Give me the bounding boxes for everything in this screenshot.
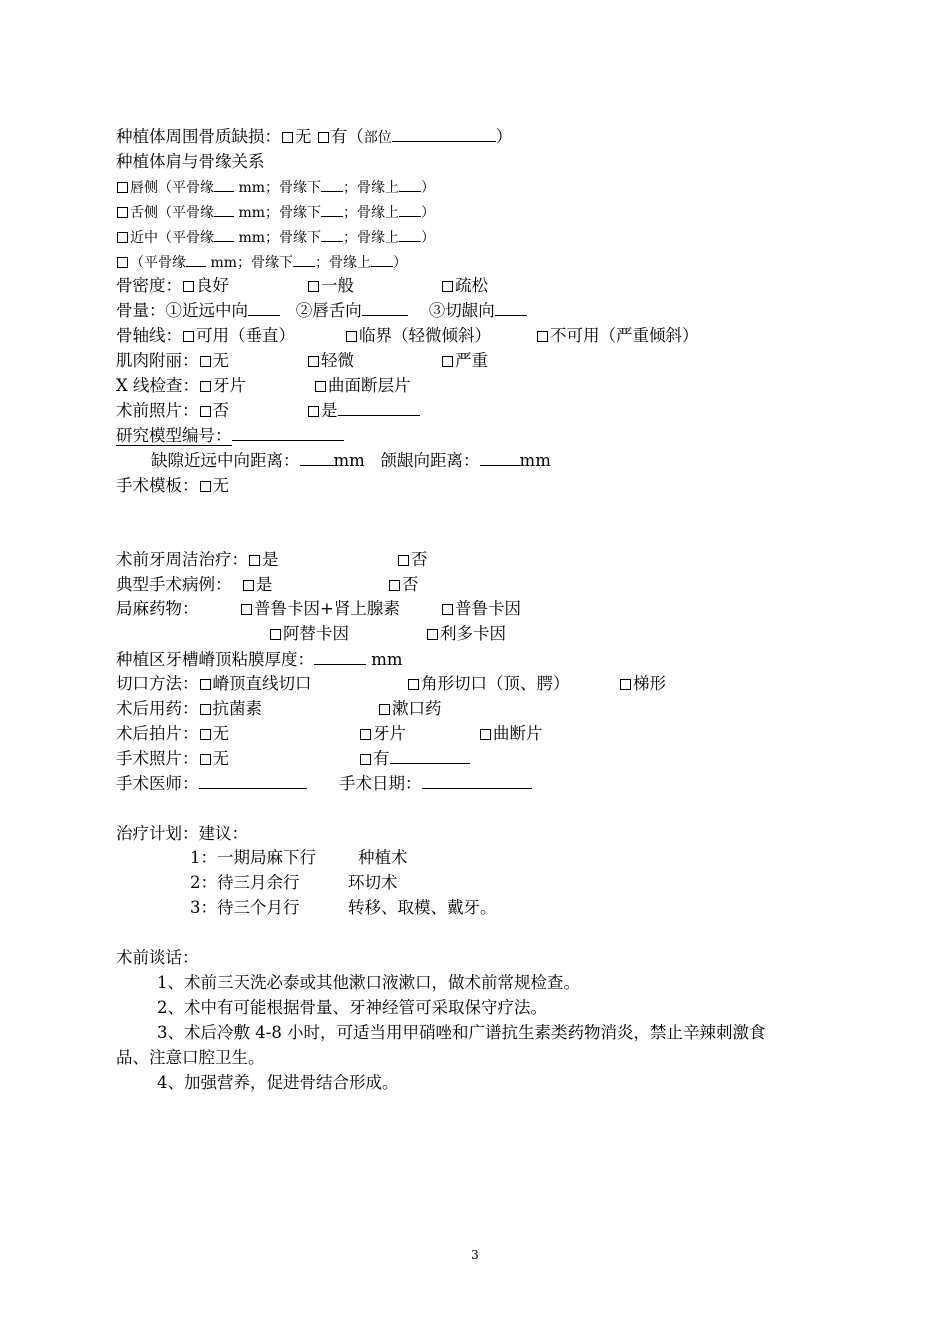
checkbox[interactable] [315, 381, 326, 392]
option-label: 无 [212, 749, 229, 768]
preop-photo-row [116, 401, 338, 421]
fill-blank[interactable] [338, 401, 420, 416]
field-label: 典型手术病例： [116, 575, 232, 594]
page-number: 3 [471, 1248, 479, 1262]
option-label: 普鲁卡因 [455, 599, 521, 618]
plan-step: 2：待三月余行 [190, 873, 300, 892]
fill-blank[interactable] [321, 227, 343, 242]
plan-item [190, 873, 590, 893]
checkbox[interactable] [200, 406, 211, 417]
row-label: ） [393, 255, 408, 271]
checkbox[interactable] [117, 182, 128, 193]
option-label: 否 [411, 550, 428, 569]
option-label: 角形切口（顶、腭） [421, 674, 570, 693]
option-label: 阿替卡因 [283, 624, 349, 643]
checkbox[interactable] [200, 356, 211, 367]
checkbox[interactable] [620, 679, 631, 690]
surgeon-row [116, 774, 422, 794]
bone-volume-row [116, 301, 527, 321]
checkbox[interactable] [243, 580, 254, 591]
option-label: 嵴顶直线切口 [212, 674, 312, 693]
fill-blank[interactable] [300, 451, 334, 466]
field-label: 缺隙近远中向距离： [151, 451, 300, 470]
fill-blank[interactable] [214, 202, 234, 217]
field-label: 骨量：①近远中向 [116, 301, 248, 320]
option-label: 有（ [330, 127, 364, 146]
checkbox[interactable] [117, 232, 128, 243]
unit: mm [333, 451, 365, 470]
field-label: 手术医师： [116, 774, 199, 793]
option-label: 漱口药 [392, 699, 442, 718]
shoulder-row [116, 177, 435, 198]
plan-text: 转移、取模、戴牙。 [348, 898, 497, 917]
talk-paragraph: 3、术后冷敷 4-8 小时，可适当用甲硝唑和广谱抗生素类药物消炎，禁止辛辣刺激食 [157, 1023, 766, 1042]
field-label: ②唇舌向 [295, 301, 362, 320]
option-label: 轻微 [321, 351, 354, 370]
option-label: 否 [402, 575, 419, 594]
bone-density-row [116, 276, 616, 296]
checkbox[interactable] [442, 356, 453, 367]
checkbox[interactable] [117, 207, 128, 218]
checkbox[interactable] [308, 281, 319, 292]
checkbox[interactable] [360, 729, 371, 740]
checkbox[interactable] [427, 629, 438, 640]
fill-blank[interactable] [390, 749, 470, 764]
checkbox[interactable] [360, 754, 371, 765]
option-label: 是 [262, 550, 279, 569]
fill-blank[interactable] [422, 774, 532, 789]
bone-axis-row [116, 326, 699, 346]
option-label: 牙片 [373, 724, 406, 743]
row-label: 舌侧（平骨缘 [130, 205, 214, 221]
option-label: 抗菌素 [212, 699, 262, 718]
option-label: 无 [212, 351, 229, 370]
field-label: 手术模板： [116, 476, 199, 495]
talk-paragraph: 1、术前三天洗必泰或其他漱口液漱口，做术前常规检查。 [157, 973, 580, 992]
talk-title: 术前谈话： [116, 948, 199, 967]
option-label: 牙片 [213, 376, 246, 395]
row-label: mm；骨缘下 [206, 255, 294, 271]
option-label: 无 [212, 724, 229, 743]
row-label: 唇侧（平骨缘 [130, 180, 214, 196]
model-number-row [116, 426, 344, 446]
checkbox[interactable] [346, 331, 357, 342]
plan-text: 种植术 [358, 848, 408, 867]
paren: ） [495, 127, 513, 146]
fill-blank[interactable] [399, 202, 421, 217]
option-label: 无 [212, 476, 229, 495]
field-label: 术前照片： [116, 401, 199, 420]
surgery-photo-row [116, 749, 390, 769]
fill-blank[interactable] [321, 202, 343, 217]
field-label: 手术日期： [339, 774, 422, 793]
field-label: 手术照片： [116, 749, 199, 768]
checkbox[interactable] [308, 406, 319, 417]
option-label: 梯形 [633, 674, 666, 693]
option-label: 曲断片 [493, 724, 543, 743]
checkbox[interactable] [200, 381, 211, 392]
checkbox[interactable] [408, 679, 419, 690]
fill-blank[interactable] [399, 227, 421, 242]
checkbox[interactable] [442, 281, 453, 292]
option-label: 普鲁卡因+肾上腺素 [254, 599, 400, 618]
option-label: 临界（轻微倾斜） [359, 326, 491, 345]
shoulder-title: 种植体肩与骨缘关系 [116, 152, 265, 171]
field-label: 颌龈向距离： [380, 451, 480, 470]
xray-row [116, 376, 411, 396]
field-label: X 线检查： [116, 376, 199, 395]
option-label: 一般 [321, 276, 354, 295]
fill-blank[interactable] [314, 650, 366, 665]
checkbox[interactable] [117, 257, 128, 268]
row-label: ；骨缘上 [343, 180, 400, 196]
checkbox[interactable] [308, 356, 319, 367]
option-label: 曲面断层片 [328, 376, 411, 395]
checkbox[interactable] [200, 729, 211, 740]
option-label: 否 [212, 401, 229, 420]
plan-title: 治疗计划：建议： [116, 824, 248, 843]
row-label: ） [421, 205, 436, 221]
field-label: 术后用药： [116, 699, 199, 718]
checkbox[interactable] [389, 580, 400, 591]
postop-medication-row [116, 699, 442, 719]
gap-distance-row [151, 451, 551, 471]
plan-item [190, 898, 590, 918]
fill-blank[interactable] [186, 252, 206, 267]
shoulder-row [116, 202, 435, 223]
fill-blank[interactable] [371, 252, 393, 267]
fill-blank[interactable] [293, 252, 315, 267]
fill-blank[interactable] [392, 127, 496, 142]
option-label: 不可用（严重倾斜） [550, 326, 699, 345]
option-label: 有 [373, 749, 390, 768]
incision-row [116, 674, 666, 694]
bone-defect-label: 种植体周围骨质缺损： [116, 127, 281, 146]
field-label: 局麻药物： [116, 599, 199, 618]
checkbox[interactable] [480, 729, 491, 740]
checkbox[interactable] [200, 679, 211, 690]
fill-blank[interactable] [232, 426, 344, 441]
checkbox[interactable] [200, 481, 211, 492]
fill-blank[interactable] [214, 177, 234, 192]
option-label: 是 [256, 575, 273, 594]
perio-row [116, 550, 428, 570]
option-label: 可用（垂直） [196, 326, 295, 345]
option-label: 利多卡因 [440, 624, 506, 643]
field-label: 术后拍片： [116, 724, 199, 743]
postop-xray-row [116, 724, 543, 744]
checkbox[interactable] [200, 704, 211, 715]
unit: mm [366, 650, 403, 669]
field-label: 骨轴线： [116, 326, 182, 345]
shoulder-row [116, 227, 435, 248]
fill-blank[interactable] [248, 301, 280, 316]
field-label: 研究模型编号： [116, 426, 232, 445]
row-label: ） [421, 230, 436, 246]
option-label: 是 [321, 401, 338, 420]
bone-defect-row [116, 127, 512, 148]
fill-blank[interactable] [321, 177, 343, 192]
fill-blank[interactable] [495, 301, 527, 316]
field-label: 肌肉附丽： [116, 351, 199, 370]
mucosa-thickness-row [116, 650, 403, 670]
checkbox[interactable] [282, 132, 293, 143]
fill-blank[interactable] [399, 177, 421, 192]
typical-case-row [116, 575, 419, 595]
option-label: 无 [295, 127, 312, 146]
option-label: 良好 [196, 276, 229, 295]
checkbox[interactable] [442, 604, 453, 615]
plan-item [190, 848, 590, 868]
talk-paragraph: 4、加强营养，促进骨结合形成。 [157, 1073, 399, 1092]
field-label: 术前牙周洁治疗： [116, 550, 248, 569]
checkbox[interactable] [183, 331, 194, 342]
checkbox[interactable] [249, 555, 260, 566]
shoulder-row [116, 252, 407, 273]
row-label: （平骨缘 [130, 255, 186, 271]
talk-paragraph-cont: 品、注意口腔卫生。 [116, 1048, 265, 1067]
checkbox[interactable] [183, 281, 194, 292]
muscle-row [116, 351, 488, 371]
unit: mm [519, 451, 551, 470]
checkbox[interactable] [241, 604, 252, 615]
field-label: ③切龈向 [428, 301, 495, 320]
checkbox[interactable] [318, 132, 329, 143]
talk-paragraph: 2、术中有可能根据骨量、牙神经管可采取保守疗法。 [157, 998, 547, 1017]
field-label: 骨密度： [116, 276, 182, 295]
field-label: 种植区牙槽嵴顶粘膜厚度： [116, 650, 314, 669]
row-label: ；骨缘上 [343, 230, 400, 246]
plan-text: 环切术 [348, 873, 398, 892]
row-label: mm；骨缘下 [234, 230, 322, 246]
plan-step: 1：一期局麻下行 [190, 848, 316, 867]
option-label: 疏松 [455, 276, 488, 295]
fill-blank[interactable] [362, 301, 408, 316]
fill-blank[interactable] [480, 451, 520, 466]
fill-blank[interactable] [214, 227, 234, 242]
row-label: mm；骨缘下 [234, 180, 322, 196]
checkbox[interactable] [379, 704, 390, 715]
checkbox[interactable] [200, 754, 211, 765]
site-label: 部位 [363, 130, 392, 146]
checkbox[interactable] [537, 331, 548, 342]
anesthetic-row [116, 599, 616, 619]
plan-step: 3：待三个月行 [190, 898, 300, 917]
row-label: ；骨缘上 [343, 205, 400, 221]
row-label: mm；骨缘下 [234, 205, 322, 221]
surgical-template-row [116, 476, 229, 496]
field-label: 切口方法： [116, 674, 199, 693]
row-label: 近中（平骨缘 [130, 230, 214, 246]
row-label: ） [421, 180, 436, 196]
checkbox[interactable] [270, 629, 281, 640]
fill-blank[interactable] [199, 774, 307, 789]
checkbox[interactable] [398, 555, 409, 566]
row-label: ；骨缘上 [315, 255, 372, 271]
option-label: 严重 [455, 351, 488, 370]
